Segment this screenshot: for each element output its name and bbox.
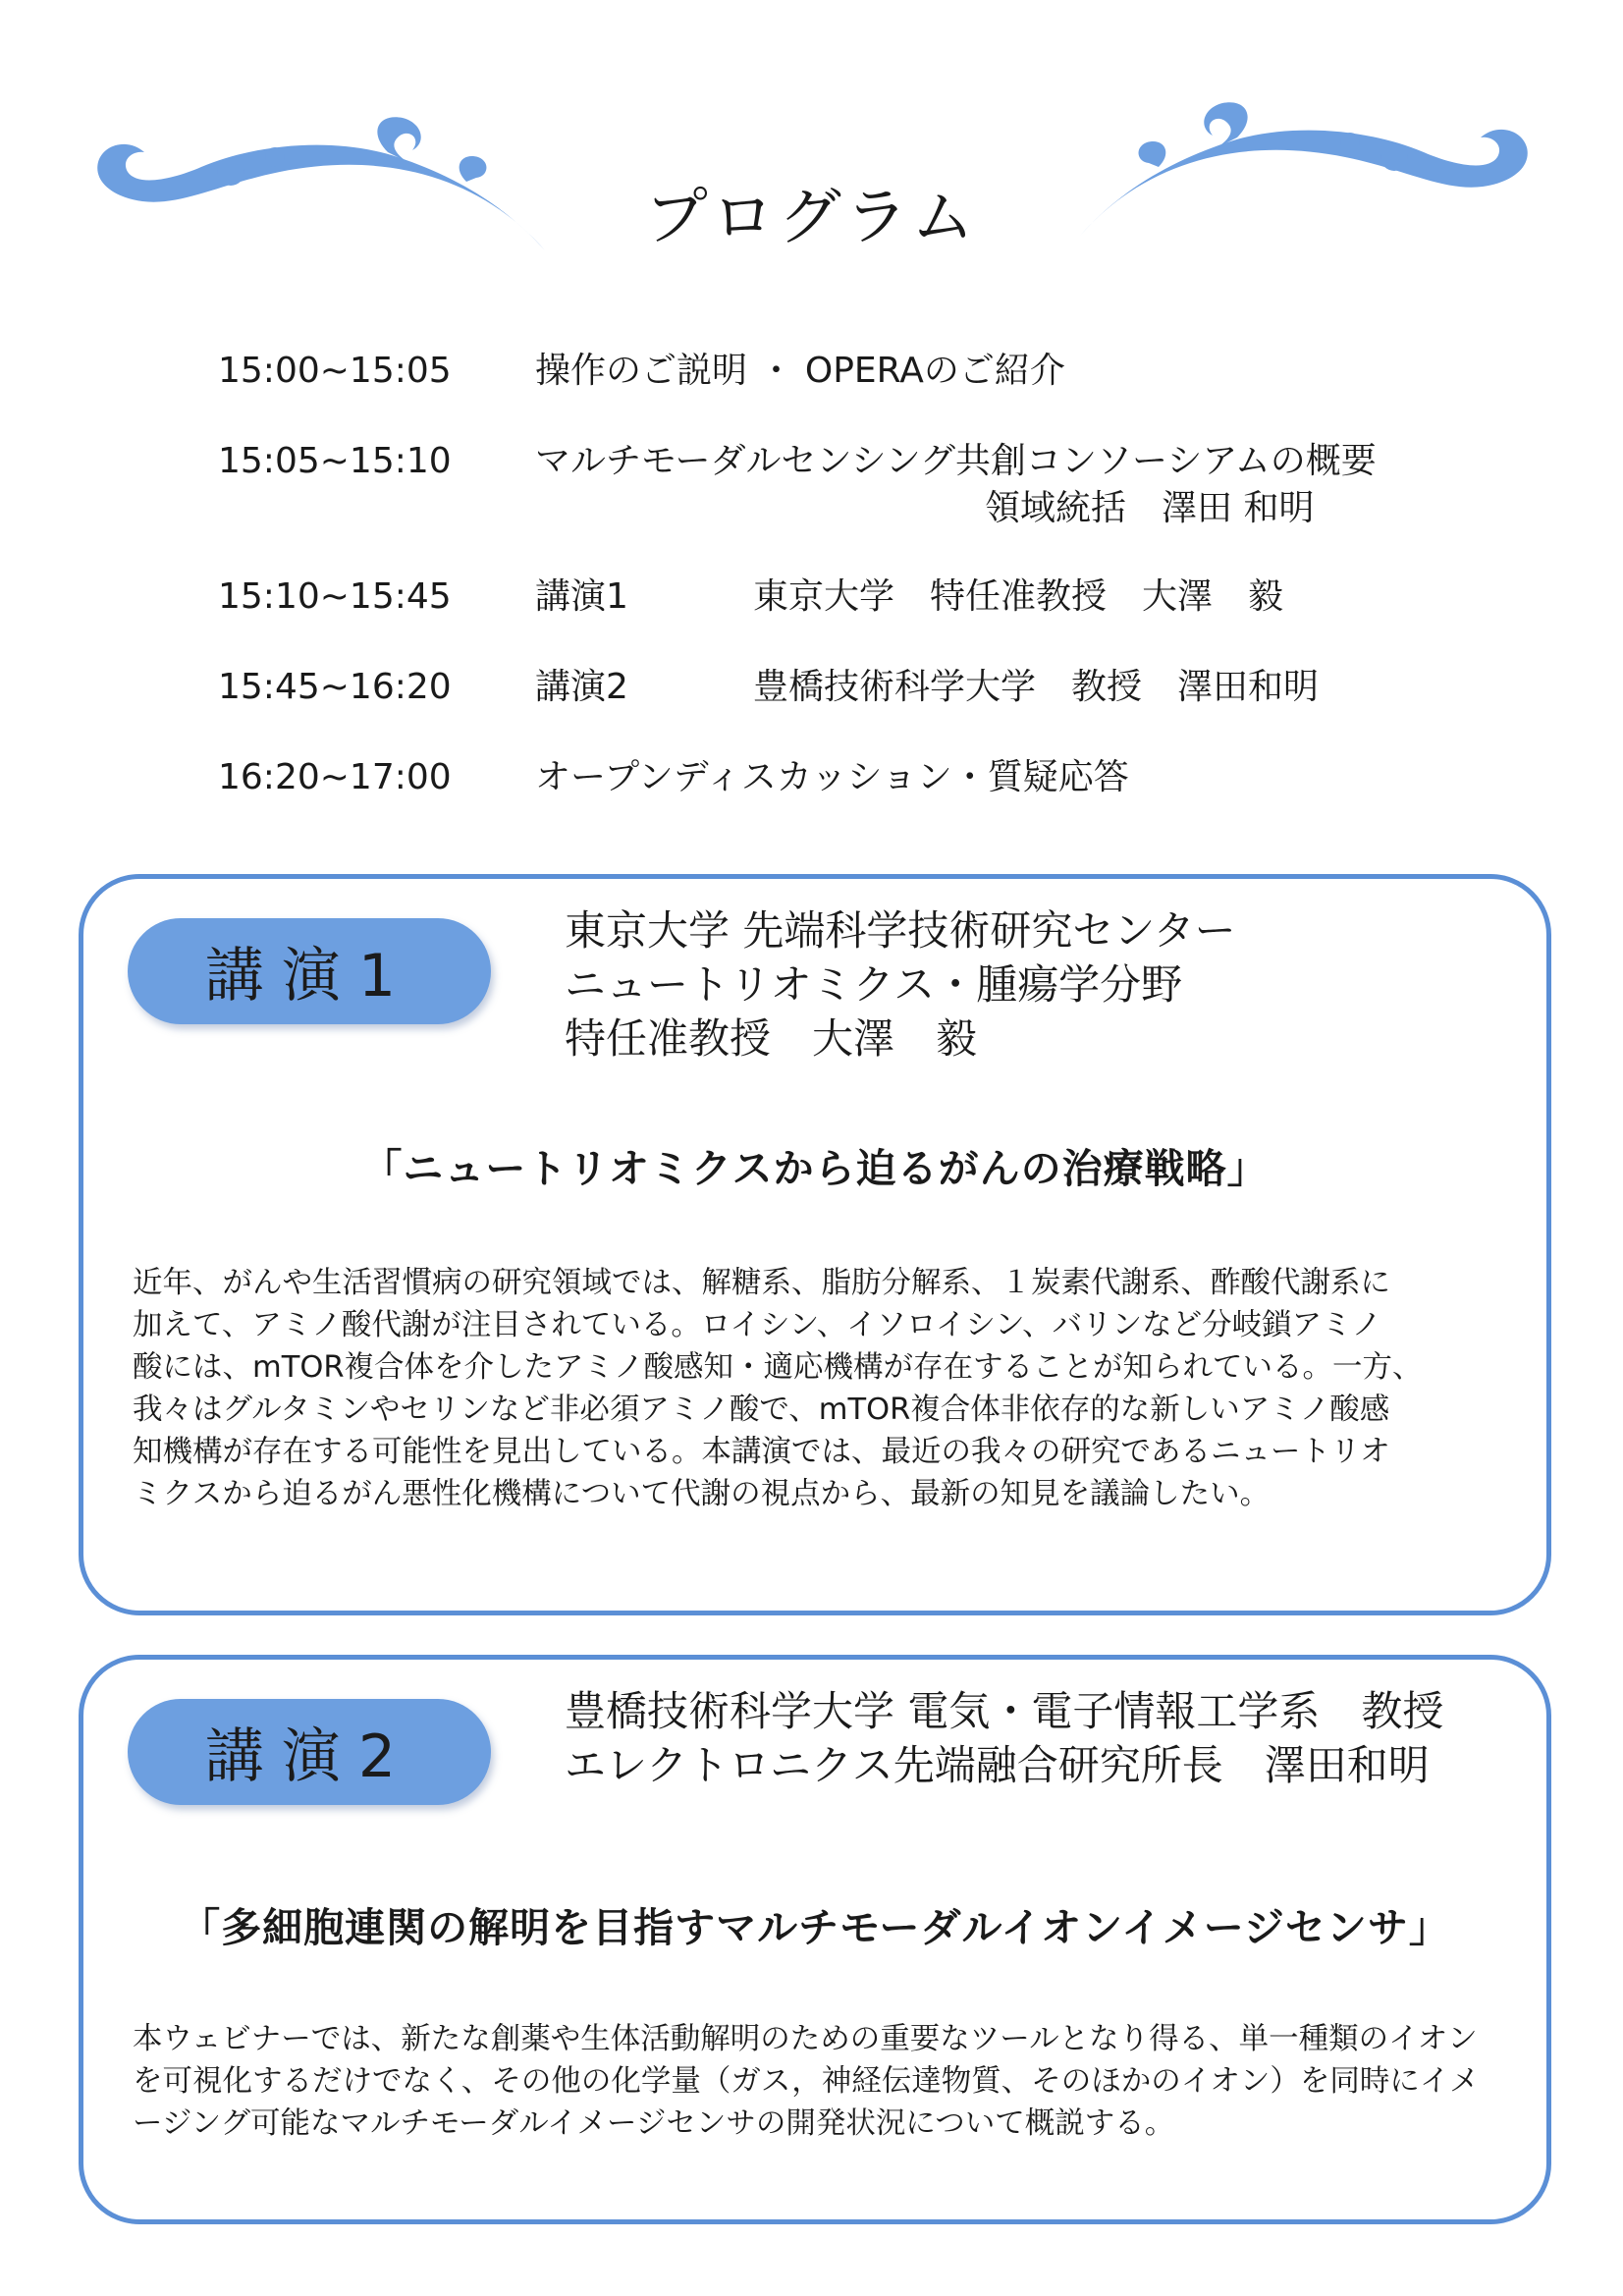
abstract-line: 本ウェビナーでは、新たな創薬や生体活動解明のための重要なツールとなり得る、単一種類のイオン — [133, 2022, 1478, 2056]
abstract-line: ミクスから迫るがん悪性化機構について代謝の視点から、最新の知見を議論したい。 — [133, 1477, 1271, 1511]
lecture-badge: 講演1 — [128, 918, 491, 1024]
schedule-item: 講演2 — [535, 667, 628, 707]
abstract-line: ージング可能なマルチモーダルイメージセンサの開発状況について概説する。 — [133, 2106, 1175, 2141]
schedule-presenter: 領域統括 澤田 和明 — [985, 488, 1315, 528]
schedule-item: 操作のご説明 ・ OPERAのご紹介 — [535, 351, 1065, 391]
affiliation-line: エレクトロニクス先端融合研究所長 澤田和明 — [565, 1741, 1430, 1789]
lecture-title: 「ニュートリオミクスから迫るがんの治療戦略」 — [361, 1145, 1269, 1192]
schedule-time: 15:00~15:05 — [218, 351, 452, 391]
affiliation-line: 特任准教授 大澤 毅 — [565, 1014, 978, 1063]
schedule-time: 16:20~17:00 — [218, 757, 452, 797]
abstract-line: 近年、がんや生活習慣病の研究領域では、解糖系、脂肪分解系、１炭素代謝系、酢酸代謝系に — [133, 1266, 1390, 1300]
page-title: プログラム — [644, 182, 979, 254]
schedule-speaker: 東京大学 特任准教授 大澤 毅 — [753, 576, 1284, 617]
lecture-abstract — [133, 1262, 1517, 1515]
abstract-line: 酸には、mTOR複合体を介したアミノ酸感知・適応機構が存在することが知られている。一方、 — [133, 1350, 1423, 1385]
schedule-item: 講演1 — [535, 576, 628, 617]
speaker-affiliation — [565, 1684, 1443, 1792]
lecture-badge: 講演2 — [128, 1699, 491, 1805]
abstract-line: 加えて、アミノ酸代謝が注目されている。ロイシン、イソロイシン、バリンなど分岐鎖アミノ — [133, 1308, 1382, 1342]
lecture-1-card — [79, 874, 1551, 1615]
speaker-affiliation — [565, 903, 1236, 1066]
schedule-time: 15:45~16:20 — [218, 667, 452, 707]
lecture-abstract — [133, 2018, 1517, 2145]
lecture-2-card — [79, 1655, 1551, 2224]
affiliation-line: ニュートリオミクス・腫瘍学分野 — [565, 960, 1183, 1009]
schedule-speaker: 豊橋技術科学大学 教授 澤田和明 — [753, 667, 1320, 707]
abstract-line: 我々はグルタミンやセリンなど非必須アミノ酸で、mTOR複合体非依存的な新しいアミノ酸感 — [133, 1393, 1390, 1427]
abstract-line: 知機構が存在する可能性を見出している。本講演では、最近の我々の研究であるニュートリオ — [133, 1435, 1390, 1469]
schedule-item: マルチモーダルセンシング共創コンソーシアムの概要 — [535, 441, 1377, 481]
schedule-time: 15:05~15:10 — [218, 441, 452, 481]
affiliation-line: 東京大学 先端科学技術研究センター — [565, 906, 1236, 955]
lecture-title: 「多細胞連関の解明を目指すマルチモーダルイオンイメージセンサ」 — [180, 1904, 1450, 1951]
affiliation-line: 豊橋技術科学大学 電気・電子情報工学系 教授 — [565, 1687, 1444, 1735]
schedule-item: オープンディスカッション・質疑応答 — [535, 757, 1129, 797]
schedule-time: 15:10~15:45 — [218, 576, 452, 617]
abstract-line: を可視化するだけでなく、その他の化学量（ガス，神経伝達物質、そのほかのイオン）を同時にイメ — [133, 2064, 1480, 2099]
